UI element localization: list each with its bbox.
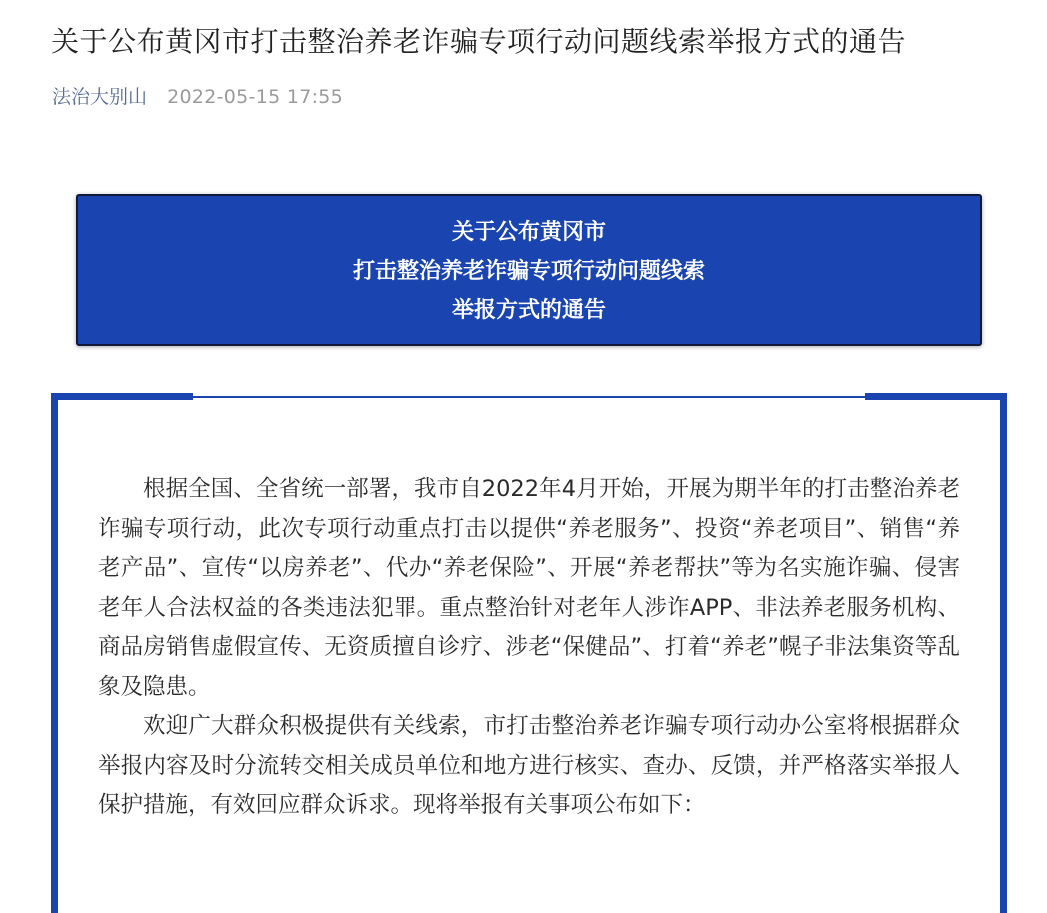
- frame-top-thin-line: [58, 396, 1000, 398]
- banner-line-3: 举报方式的通告: [451, 298, 606, 323]
- body-paragraph-2: 欢迎广大群众积极提供有关线索，市打击整治养老诈骗专项行动办公室将根据群众举报内容及时分流转交相关成员单位和地方进行核实、查办、反馈，并严格落实举报人保护措施，有效回应群众诉求。现将举报有关事项公布如下：: [98, 713, 960, 818]
- frame-top-right-corner: [865, 393, 1007, 400]
- source-account-link[interactable]: 法治大别山: [52, 86, 148, 108]
- body-paragraph-1: 根据全国、全省统一部署，我市自2022年4月开始，开展为期半年的打击整治养老诈骗专项行动，此次专项行动重点打击以提供“养老服务”、投资“养老项目”、销售“养老产品”、宣传“以房养老”、代办“养老保险”、开展“养老帮扶”等为名实施诈骗、侵害老年人合法权益的各类违法犯罪。重点整治针对老年人涉诈APP、非法养老服务机构、商品房销售虚假宣传、无资质擅自诊疗、涉老“保健品”、打着“养老”幌子非法集资等乱象及隐患。: [98, 476, 960, 700]
- article-title: 关于公布黄冈市打击整治养老诈骗专项行动问题线索举报方式的通告: [51, 25, 907, 58]
- frame-top-left-corner: [51, 393, 193, 400]
- banner-line-2: 打击整治养老诈骗专项行动问题线索: [352, 259, 705, 284]
- article-meta: [52, 82, 343, 112]
- notice-banner: [76, 194, 982, 346]
- banner-line-1: 关于公布黄冈市: [451, 220, 606, 245]
- article-body: [98, 470, 960, 826]
- publish-date: 2022-05-15 17:55: [167, 86, 344, 108]
